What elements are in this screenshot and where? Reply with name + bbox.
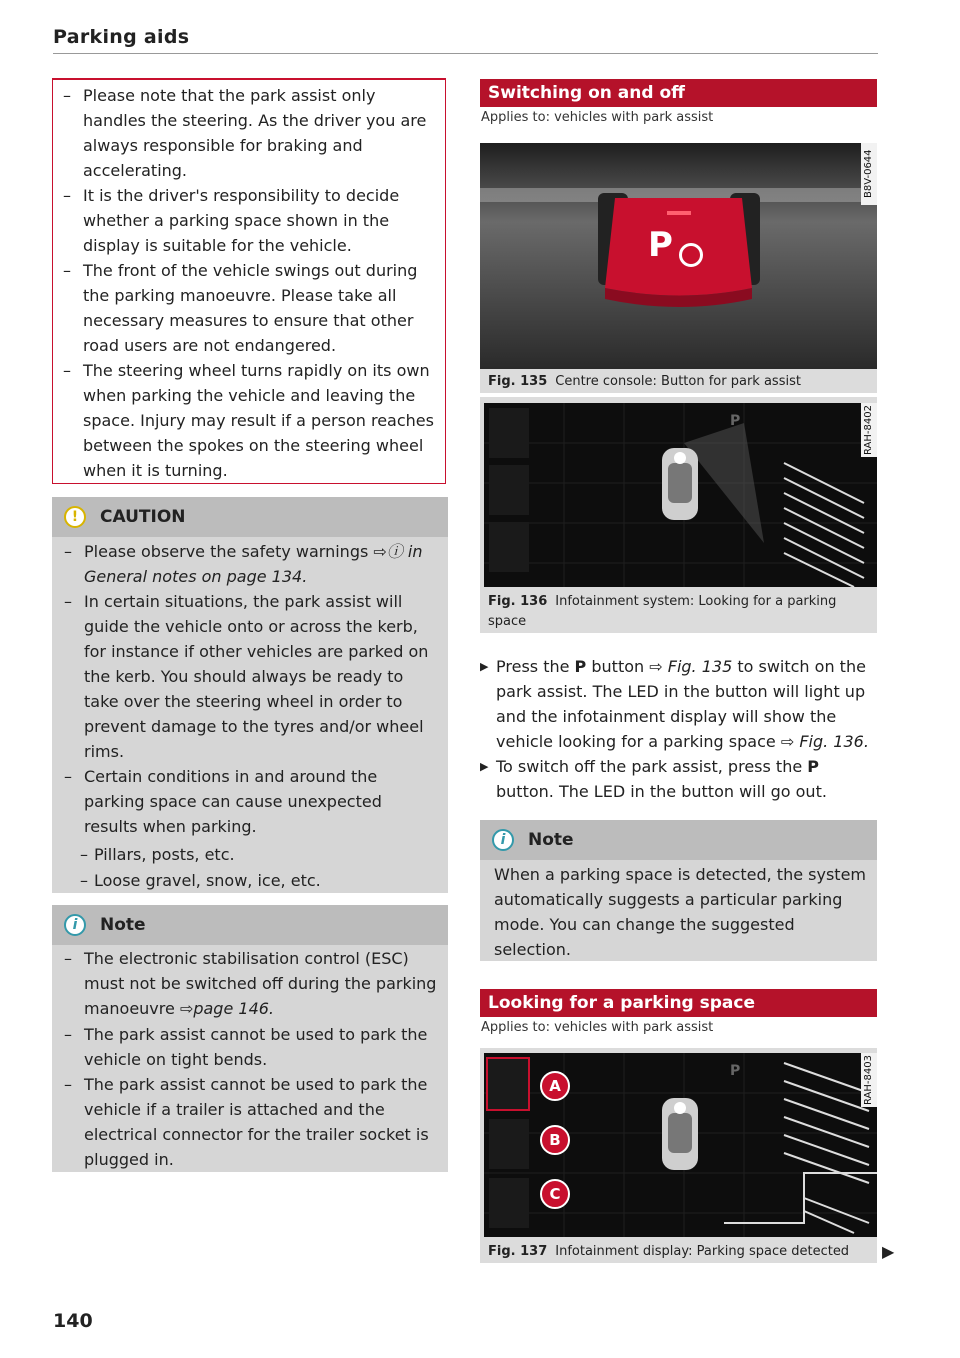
fig137-image: [484, 1053, 877, 1237]
header-divider: [53, 53, 878, 54]
applies-to-text: Applies to: vehicles with park assist: [481, 110, 714, 125]
applies-to-text: Applies to: vehicles with park assist: [481, 1020, 714, 1035]
infotainment-search-illustration: [484, 403, 877, 587]
section-heading-switching: Switching on and off: [480, 79, 877, 107]
note-header-left: [52, 905, 448, 945]
caution-item: – Certain conditions in and around the parking space can cause unexpected results when parking.: [64, 767, 382, 836]
instruction-step: ▶ Press the P button ⇨ Fig. 135 to switch on the park assist. The LED in the button will light up and the infotainment display will show the vehicle looking for a parking space ⇨ Fig. 136.: [480, 657, 869, 751]
park-symbol-on-screen: P: [730, 1063, 741, 1079]
cross-reference-link[interactable]: Fig. 136.: [799, 732, 869, 751]
callout-a: A: [540, 1071, 570, 1101]
instruction-step: ▶ To switch off the park assist, press the P button. The LED in the button will go out.: [480, 757, 827, 801]
warning-item: – It is the driver's responsibility to decide whether a parking space shown in the display is suitable for the vehicle.: [63, 186, 400, 255]
button-led: [667, 211, 691, 215]
callout-c: C: [540, 1179, 570, 1209]
callout-b: B: [540, 1125, 570, 1155]
caution-header: [52, 497, 448, 537]
park-symbol-on-screen: P: [730, 413, 741, 429]
warning-item: – The front of the vehicle swings out during the parking manoeuvre. Please take all necessary measures to ensure that other road users are not endangered.: [63, 261, 418, 355]
continue-arrow-icon: ▶: [882, 1242, 895, 1261]
caution-subitem: – Pillars, posts, etc.: [80, 845, 235, 864]
caution-subitem: – Loose gravel, snow, ice, etc.: [80, 871, 321, 890]
cross-reference-link[interactable]: ⇨page 146.: [179, 999, 275, 1018]
caution-item: – Please observe the safety warnings ⇨ⓘ in General notes on page 134.: [64, 542, 423, 586]
note-text: When a parking space is detected, the system automatically suggests a particular parking mode. You can change the suggested selection.: [494, 865, 866, 959]
warning-item: – Please note that the park assist only handles the steering. As the driver you are always responsible for braking and accelerating.: [63, 86, 427, 180]
info-icon: i: [64, 914, 86, 936]
figure-code: RAH-8402: [861, 403, 877, 457]
fig135-caption: Fig. 135 Centre console: Button for park assist: [480, 369, 877, 393]
note-item: – The electronic stabilisation control (ESC) must not be switched off during the parking manoeuvre ⇨page 146.: [64, 949, 437, 1018]
note-item: – The park assist cannot be used to park the vehicle on tight bends.: [64, 1025, 428, 1069]
note-header-right: [480, 820, 877, 860]
cross-reference-link[interactable]: Fig. 135: [667, 657, 733, 676]
warning-item: – The steering wheel turns rapidly on its own when parking the vehicle and leaving the space. Injury may result if a person reaches between the spokes on the steering wheel when it is turning.: [63, 361, 434, 480]
info-icon: i: [492, 829, 514, 851]
fig136-image: [484, 403, 877, 587]
caution-item: – In certain situations, the park assist will guide the vehicle onto or across the kerb, for instance if other vehicles are parked on the kerb. You should always be ready to take over the steering wheel in order to prevent damage to the tyres and/or wheel rims.: [64, 592, 429, 761]
note-item: – The park assist cannot be used to park the vehicle if a trailer is attached and the electrical connector for the trailer socket is plugged in.: [64, 1075, 429, 1169]
note-title: Note: [100, 915, 146, 935]
section-heading-looking: Looking for a parking space: [480, 989, 877, 1017]
caution-title: CAUTION: [100, 507, 186, 527]
figure-code: B8V-0644: [861, 143, 877, 205]
caution-icon: !: [64, 506, 86, 528]
park-assist-symbol: P: [648, 225, 673, 265]
page-header: Parking aids: [53, 26, 190, 48]
note-title: Note: [528, 830, 574, 850]
fig137-caption: Fig. 137 Infotainment display: Parking space detected: [488, 1244, 850, 1259]
figure-code: RAH-8403: [861, 1053, 877, 1107]
steering-wheel-icon: [679, 243, 703, 267]
page-number: 140: [53, 1310, 93, 1332]
fig135-image: [480, 143, 877, 369]
cross-reference-link[interactable]: ⇨ⓘ in General notes on page 134.: [84, 542, 423, 586]
fig136-caption: Fig. 136 Infotainment system: Looking for a parking space: [488, 594, 837, 629]
